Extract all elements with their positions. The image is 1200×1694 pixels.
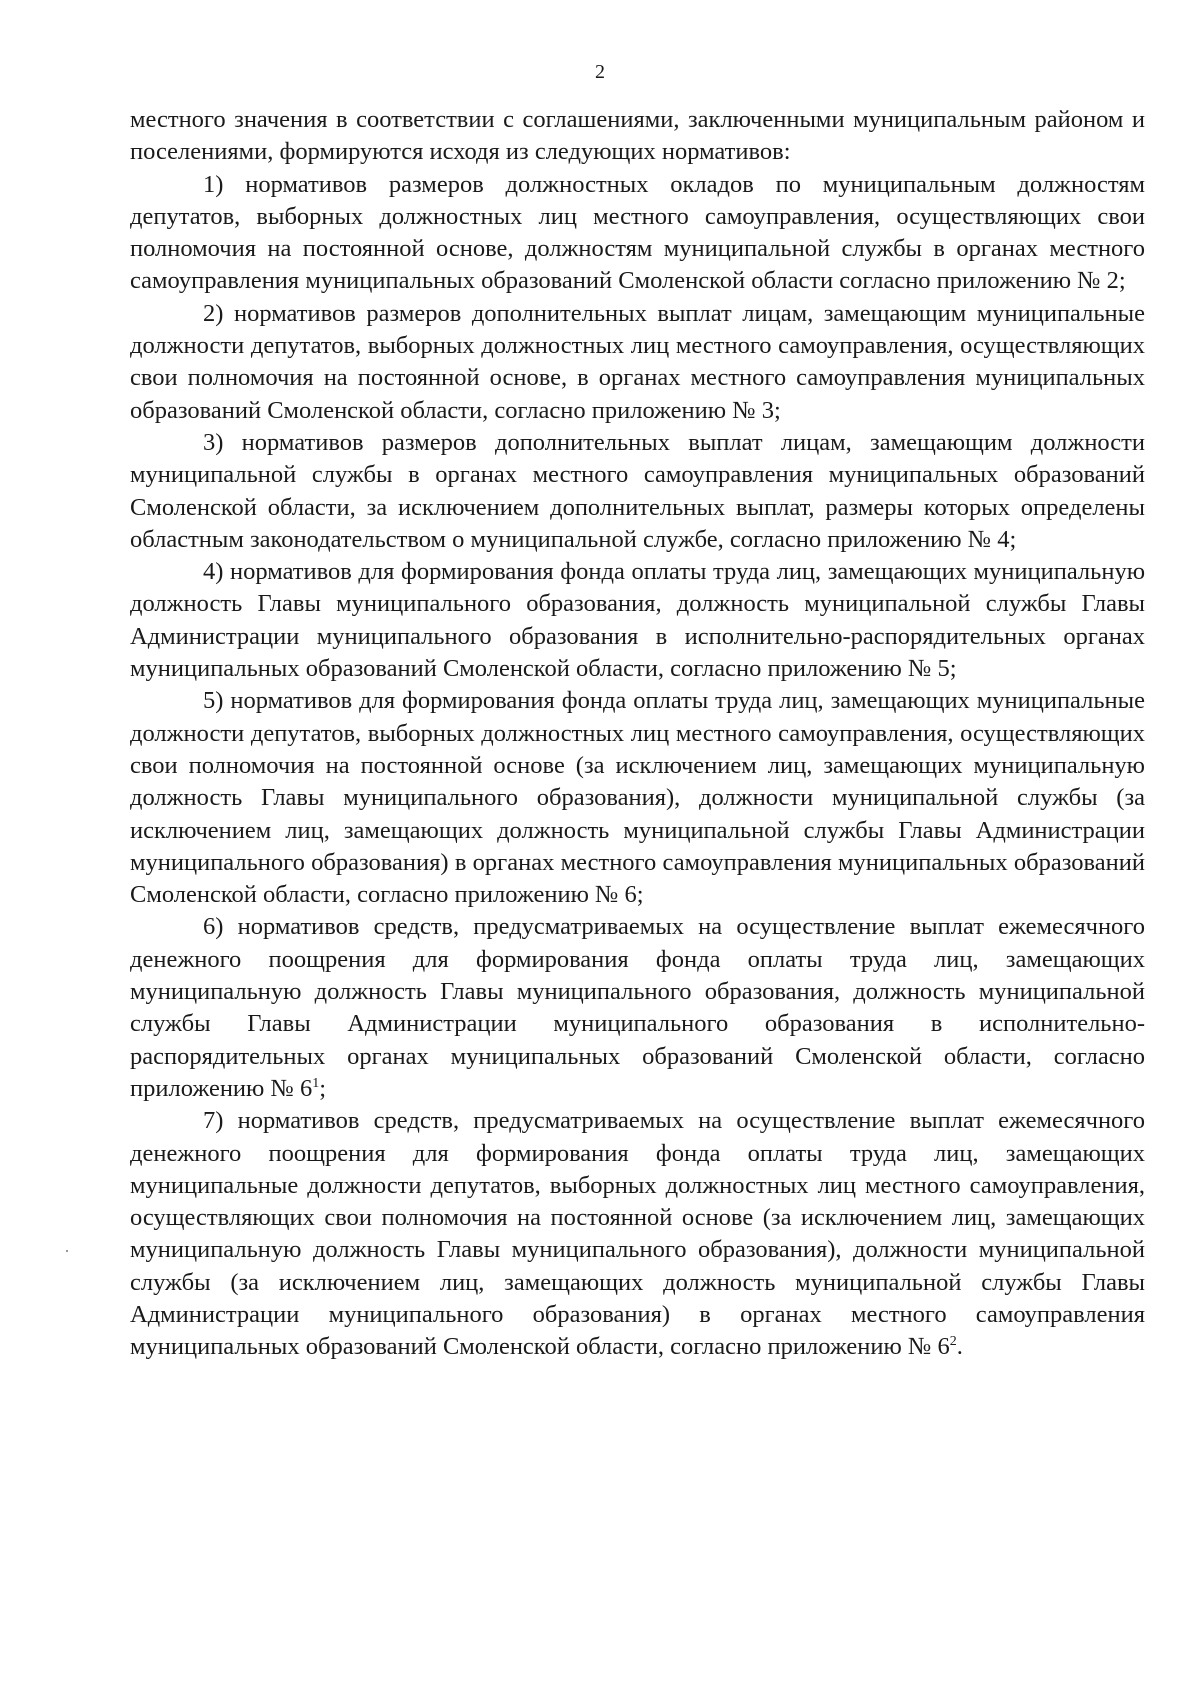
paragraph-text: 4) нормативов для формирования фонда оплаты труда лиц, замещающих муниципальную должность Главы муниципального образования, должность муниципальной службы Главы Администрации муниципального образования в исполнительно-распорядительных органах муниципальных образований Смоленской области, согласно приложению № 5; [130,558,1145,683]
document-body [130,104,1145,1364]
intro-paragraph [130,104,1145,169]
list-item-4 [130,556,1145,685]
paragraph-text: 2) нормативов размеров дополнительных выплат лицам, замещающим муниципальные должности депутатов, выборных должностных лиц местного самоуправления, осуществляющих свои полномочия на постоянной основе, в органах местного самоуправления муниципальных образований Смоленской области, согласно приложению № 3; [130,299,1145,424]
list-item-6 [130,911,1145,1105]
paragraph-punctuation: . [956,1333,963,1361]
paragraph-text: 5) нормативов для формирования фонда оплаты труда лиц, замещающих муниципальные должности депутатов, выборных должностных лиц местного самоуправления, осуществляющих свои полномочия на постоянной основе (за исключением лиц, замещающих муниципальную должность Главы муниципального образования), должности муниципальной службы (за исключением лиц, замещающих должность муниципальной службы Главы Администрации муниципального образования) в органах местного самоуправления муниципальных образований Смоленской области, согласно приложению № 6; [130,687,1145,909]
paragraph-text: 7) нормативов средств, предусматриваемых на осуществление выплат ежемесячного денежного поощрения для формирования фонда оплаты труда лиц, замещающих муниципальные должности депутатов, выборных должностных лиц местного самоуправления, осуществляющих свои полномочия на постоянной основе (за исключением лиц, замещающих муниципальную должность Главы муниципального образования), должности муниципальной службы (за исключением лиц, замещающих должность муниципальной службы Главы Администрации муниципального образования) в органах местного самоуправления муниципальных образований Смоленской области, согласно приложению № 6 [130,1107,1145,1361]
list-item-3 [130,427,1145,556]
superscript: 2 [949,1334,957,1350]
paragraph-text: местного значения в соответствии с соглашениями, заключенными муниципальным районом и поселениями, формируются исходя из следующих нормативов: [130,106,1145,166]
scan-speck [66,1250,68,1252]
superscript: 1 [312,1075,320,1091]
paragraph-text: 6) нормативов средств, предусматриваемых на осуществление выплат ежемесячного денежного поощрения для формирования фонда оплаты труда лиц, замещающих муниципальную должность Главы муниципального образования, должность муниципальной службы Главы Администрации муниципального образования в исполнительно-распорядительных органах муниципальных образований Смоленской области, согласно приложению № 6 [130,913,1145,1102]
paragraph-text: 1) нормативов размеров должностных окладов по муниципальным должностям депутатов, выборных должностных лиц местного самоуправления, осуществляющих свои полномочия на постоянной основе, должностям муниципальной службы в органах местного самоуправления муниципальных образований Смоленской области согласно приложению № 2; [130,170,1145,295]
paragraph-punctuation: ; [319,1074,327,1102]
list-item-2 [130,298,1145,427]
paragraph-text: 3) нормативов размеров дополнительных выплат лицам, замещающим должности муниципальной службы в органах местного самоуправления муниципальных образований Смоленской области, за исключением дополнительных выплат, размеры которых определены областным законодательством о муниципальной службе, согласно приложению № 4; [130,428,1145,553]
list-item-5 [130,685,1145,911]
list-item-7 [130,1105,1145,1363]
list-item-1 [130,169,1145,298]
page-number: 2 [595,61,605,83]
